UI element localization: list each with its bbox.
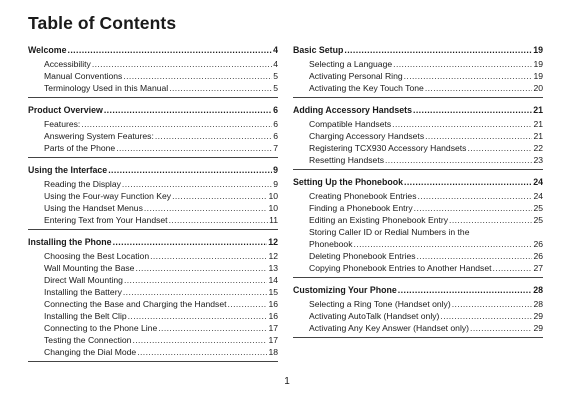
toc-entry-page: 19 bbox=[533, 71, 543, 81]
toc-entry-page: 7 bbox=[273, 143, 278, 153]
toc-section-items bbox=[28, 178, 278, 229]
toc-entry-page: 16 bbox=[268, 299, 278, 309]
toc-entry-label: Activating the Key Touch Tone bbox=[309, 83, 424, 93]
dot-leader bbox=[344, 44, 532, 57]
toc-section-items bbox=[28, 118, 278, 157]
toc-entry-label: Installing the Battery bbox=[44, 287, 122, 297]
toc-entry[interactable] bbox=[28, 190, 278, 202]
toc-entry-label: Reading the Display bbox=[44, 179, 121, 189]
toc-section-heading-label: Adding Accessory Handsets bbox=[293, 105, 412, 115]
toc-entry-label: Charging Accessory Handsets bbox=[309, 131, 425, 141]
toc-entry-label: Connecting the Base and Charging the Handset bbox=[44, 299, 227, 309]
dot-leader bbox=[404, 176, 532, 189]
toc-entry[interactable] bbox=[28, 58, 278, 70]
dot-leader bbox=[137, 346, 267, 358]
toc-section-heading-label: Setting Up the Phonebook bbox=[293, 177, 403, 187]
toc-entry-page: 6 bbox=[273, 131, 278, 141]
dot-leader bbox=[122, 178, 272, 190]
dot-leader bbox=[169, 82, 272, 94]
toc-entry-continuation-label: Phonebook bbox=[309, 239, 353, 249]
toc-entry[interactable] bbox=[293, 322, 543, 334]
toc-entry-page: 11 bbox=[269, 215, 278, 225]
dot-leader bbox=[385, 154, 532, 166]
dot-leader bbox=[81, 118, 272, 130]
dot-leader bbox=[132, 334, 267, 346]
dot-leader bbox=[150, 250, 267, 262]
dot-leader bbox=[392, 118, 532, 130]
toc-entry-label: Installing the Belt Clip bbox=[44, 311, 127, 321]
toc-entry[interactable] bbox=[293, 154, 543, 166]
dot-leader bbox=[354, 238, 533, 250]
dot-leader bbox=[425, 130, 532, 142]
toc-section-heading[interactable] bbox=[28, 44, 278, 57]
dot-leader bbox=[404, 70, 533, 82]
toc-entry-page: 22 bbox=[533, 143, 543, 153]
toc-entry-page: 10 bbox=[268, 203, 278, 213]
toc-entry-label: Terminology Used in this Manual bbox=[44, 83, 169, 93]
toc-entry-page: 14 bbox=[268, 275, 278, 285]
toc-entry-label: Using the Four-way Function Key bbox=[44, 191, 172, 201]
toc-entry-label: Finding a Phonebook Entry bbox=[309, 203, 413, 213]
toc-right-column bbox=[293, 44, 543, 344]
dot-leader bbox=[158, 322, 267, 334]
toc-entry-page: 26 bbox=[533, 251, 543, 261]
toc-entry-page: 17 bbox=[268, 323, 278, 333]
toc-entry-label: Creating Phonebook Entries bbox=[309, 191, 417, 201]
dot-leader bbox=[414, 202, 533, 214]
toc-entry[interactable] bbox=[28, 346, 278, 358]
toc-section bbox=[293, 284, 543, 338]
toc-section-heading-label: Welcome bbox=[28, 45, 67, 55]
toc-entry-label: Answering System Features: bbox=[44, 131, 154, 141]
toc-entry-label: Direct Wall Mounting bbox=[44, 275, 123, 285]
toc-section-heading-page: 19 bbox=[533, 45, 543, 55]
toc-section bbox=[293, 44, 543, 98]
toc-entry[interactable] bbox=[28, 70, 278, 82]
toc-entry[interactable] bbox=[28, 202, 278, 214]
dot-leader bbox=[493, 262, 533, 274]
toc-entry[interactable] bbox=[28, 274, 278, 286]
dot-leader bbox=[440, 310, 532, 322]
toc-entry-page: 24 bbox=[533, 191, 543, 201]
dot-leader bbox=[113, 236, 268, 249]
toc-entry-label: Wall Mounting the Base bbox=[44, 263, 135, 273]
toc-section bbox=[28, 44, 278, 98]
toc-entry-page: 9 bbox=[273, 179, 278, 189]
toc-entry-label: Copying Phonebook Entries to Another Handset bbox=[309, 263, 492, 273]
toc-entry-label: Changing the Dial Mode bbox=[44, 347, 137, 357]
toc-section bbox=[293, 104, 543, 170]
dot-leader bbox=[449, 214, 532, 226]
toc-entry-label: Storing Caller ID or Redial Numbers in the bbox=[309, 227, 470, 237]
toc-section-items bbox=[293, 118, 543, 169]
toc-entry-label: Accessibility bbox=[44, 59, 91, 69]
toc-entry[interactable] bbox=[293, 310, 543, 322]
toc-entry[interactable] bbox=[28, 334, 278, 346]
toc-entry-page: 18 bbox=[268, 347, 278, 357]
toc-entry-page: 27 bbox=[533, 263, 543, 273]
toc-entry-page: 10 bbox=[268, 191, 278, 201]
toc-section-items bbox=[28, 58, 278, 97]
toc-entry[interactable] bbox=[28, 310, 278, 322]
toc-entry-page: 4 bbox=[273, 59, 278, 69]
toc-entry-label: Activating AutoTalk (Handset only) bbox=[309, 311, 440, 321]
toc-entry-page: 29 bbox=[533, 311, 543, 321]
toc-section-heading[interactable] bbox=[293, 44, 543, 57]
toc-entry-page: 21 bbox=[533, 131, 543, 141]
toc-section-heading[interactable] bbox=[28, 164, 278, 177]
toc-entry[interactable] bbox=[293, 226, 543, 250]
toc-entry-label: Parts of the Phone bbox=[44, 143, 116, 153]
toc-section-heading-page: 28 bbox=[533, 285, 543, 295]
toc-section-heading[interactable] bbox=[293, 176, 543, 189]
dot-leader bbox=[124, 274, 267, 286]
dot-leader bbox=[417, 250, 533, 262]
toc-section-items bbox=[28, 250, 278, 361]
toc-left-column bbox=[28, 44, 278, 368]
toc-entry-page: 6 bbox=[273, 119, 278, 129]
toc-entry[interactable] bbox=[28, 82, 278, 94]
toc-entry[interactable] bbox=[28, 262, 278, 274]
toc-entry-label: Entering Text from Your Handset bbox=[44, 215, 168, 225]
toc-entry-label: Deleting Phonebook Entries bbox=[309, 251, 416, 261]
toc-entry-continuation bbox=[309, 238, 543, 250]
dot-leader bbox=[172, 190, 267, 202]
toc-section bbox=[28, 164, 278, 230]
toc-entry[interactable] bbox=[28, 250, 278, 262]
toc-section-heading-page: 4 bbox=[273, 45, 278, 55]
toc-entry-page: 19 bbox=[533, 59, 543, 69]
dot-leader bbox=[144, 202, 268, 214]
toc-entry-label: Features: bbox=[44, 119, 81, 129]
toc-entry[interactable] bbox=[293, 250, 543, 262]
toc-section-heading[interactable] bbox=[293, 284, 543, 297]
toc-entry[interactable] bbox=[28, 298, 278, 310]
toc-section-items bbox=[293, 298, 543, 337]
toc-section-heading[interactable] bbox=[28, 236, 278, 249]
dot-leader bbox=[67, 44, 272, 57]
toc-entry[interactable] bbox=[293, 214, 543, 226]
toc-entry-label: Selecting a Language bbox=[309, 59, 393, 69]
toc-entry-page: 25 bbox=[533, 215, 543, 225]
toc-entry-label: Activating Any Key Answer (Handset only) bbox=[309, 323, 470, 333]
dot-leader bbox=[169, 214, 269, 226]
toc-entry-page: 20 bbox=[533, 83, 543, 93]
page-number: 1 bbox=[284, 376, 290, 387]
toc-entry-page: 13 bbox=[268, 263, 278, 273]
toc-entry[interactable] bbox=[293, 82, 543, 94]
toc-entry[interactable] bbox=[293, 118, 543, 130]
toc-entry-label: Manual Conventions bbox=[44, 71, 123, 81]
toc-entry[interactable] bbox=[28, 286, 278, 298]
dot-leader bbox=[104, 104, 272, 117]
toc-section-heading-page: 6 bbox=[273, 105, 278, 115]
toc-entry[interactable] bbox=[293, 262, 543, 274]
toc-entry[interactable] bbox=[28, 118, 278, 130]
toc-section-heading-page: 9 bbox=[273, 165, 278, 175]
toc-entry-page: 29 bbox=[533, 323, 543, 333]
dot-leader bbox=[92, 58, 272, 70]
toc-section-items bbox=[293, 190, 543, 277]
dot-leader bbox=[228, 298, 268, 310]
toc-entry-label: Testing the Connection bbox=[44, 335, 132, 345]
toc-entry-page: 17 bbox=[268, 335, 278, 345]
dot-leader bbox=[155, 130, 272, 142]
dot-leader bbox=[452, 298, 533, 310]
toc-entry[interactable] bbox=[293, 58, 543, 70]
toc-section-heading-label: Product Overview bbox=[28, 105, 103, 115]
dot-leader bbox=[123, 286, 268, 298]
dot-leader bbox=[413, 104, 532, 117]
dot-leader bbox=[393, 58, 532, 70]
toc-entry-page: 23 bbox=[533, 155, 543, 165]
toc-entry-page: 5 bbox=[273, 71, 278, 81]
toc-entry-page: 28 bbox=[533, 299, 543, 309]
toc-section-heading[interactable] bbox=[28, 104, 278, 117]
dot-leader bbox=[108, 164, 272, 177]
toc-entry-page: 21 bbox=[533, 119, 543, 129]
toc-entry[interactable] bbox=[28, 178, 278, 190]
toc-entry-label: Using the Handset Menus bbox=[44, 203, 143, 213]
toc-section-heading-page: 12 bbox=[268, 237, 278, 247]
toc-entry[interactable] bbox=[293, 142, 543, 154]
toc-entry[interactable] bbox=[28, 322, 278, 334]
dot-leader bbox=[123, 70, 272, 82]
toc-section bbox=[293, 176, 543, 278]
toc-section bbox=[28, 236, 278, 362]
toc-entry[interactable] bbox=[28, 142, 278, 154]
page-title: Table of Contents bbox=[28, 13, 177, 33]
toc-section bbox=[28, 104, 278, 158]
toc-entry-label: Selecting a Ring Tone (Handset only) bbox=[309, 299, 451, 309]
dot-leader bbox=[418, 190, 533, 202]
dot-leader bbox=[135, 262, 267, 274]
toc-entry[interactable] bbox=[28, 130, 278, 142]
toc-entry-label: Editing an Existing Phonebook Entry bbox=[309, 215, 449, 225]
toc-entry-continuation-page: 26 bbox=[533, 239, 543, 249]
dot-leader bbox=[128, 310, 268, 322]
toc-entry-page: 16 bbox=[268, 311, 278, 321]
toc-entry[interactable] bbox=[28, 214, 278, 226]
toc-entry-label: Resetting Handsets bbox=[309, 155, 384, 165]
toc-section-heading-label: Customizing Your Phone bbox=[293, 285, 397, 295]
toc-entry[interactable] bbox=[293, 298, 543, 310]
toc-entry[interactable] bbox=[293, 190, 543, 202]
dot-leader bbox=[467, 142, 532, 154]
dot-leader bbox=[116, 142, 272, 154]
toc-entry-label: Registering TCX930 Accessory Handsets bbox=[309, 143, 467, 153]
toc-section-heading-page: 24 bbox=[533, 177, 543, 187]
toc-entry[interactable] bbox=[293, 130, 543, 142]
toc-section-heading[interactable] bbox=[293, 104, 543, 117]
toc-entry-label: Compatible Handsets bbox=[309, 119, 392, 129]
toc-section-heading-label: Installing the Phone bbox=[28, 237, 112, 247]
toc-entry-label: Activating Personal Ring bbox=[309, 71, 403, 81]
toc-entry-label: Connecting to the Phone Line bbox=[44, 323, 158, 333]
dot-leader bbox=[470, 322, 532, 334]
toc-entry-page: 25 bbox=[533, 203, 543, 213]
toc-entry-page: 15 bbox=[268, 287, 278, 297]
toc-section-heading-label: Basic Setup bbox=[293, 45, 344, 55]
toc-section-heading-page: 21 bbox=[533, 105, 543, 115]
toc-entry-label: Choosing the Best Location bbox=[44, 251, 150, 261]
toc-entry[interactable] bbox=[293, 202, 543, 214]
toc-entry-page: 5 bbox=[273, 83, 278, 93]
toc-entry[interactable] bbox=[293, 70, 543, 82]
toc-section-heading-label: Using the Interface bbox=[28, 165, 108, 175]
dot-leader bbox=[425, 82, 533, 94]
toc-entry-page: 12 bbox=[268, 251, 278, 261]
dot-leader bbox=[398, 284, 532, 297]
toc-section-items bbox=[293, 58, 543, 97]
